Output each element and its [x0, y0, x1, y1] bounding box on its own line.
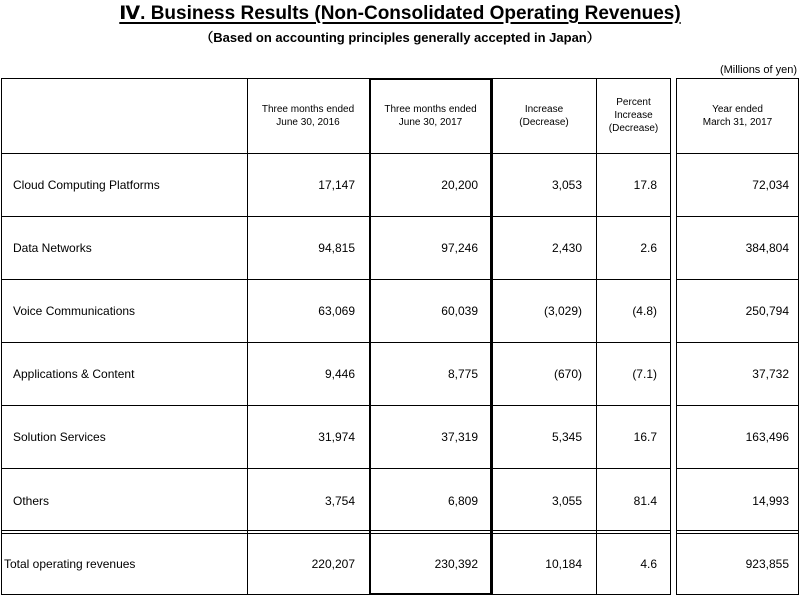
q2017-cell: 37,319 — [441, 429, 478, 444]
pct-cell: 16.7 — [633, 429, 657, 444]
q2016-cell: 9,446 — [324, 366, 355, 381]
label-cell: Others — [13, 493, 50, 508]
header-cell — [676, 78, 799, 153]
pct-cell: (7.1) — [632, 366, 657, 381]
label-cell: Data Networks — [13, 240, 92, 255]
q2016-cell: 3,754 — [324, 493, 355, 508]
pct-cell: 81.4 — [633, 493, 657, 508]
q2017-cell: 97,246 — [441, 240, 478, 255]
label-cell: Applications & Content — [13, 366, 135, 381]
change-cell: 3,053 — [551, 177, 582, 192]
q2016-cell: 63,069 — [318, 303, 355, 318]
fy2017-cell: 72,034 — [752, 177, 789, 192]
header-line: Year ended — [712, 103, 763, 115]
fy2017-cell: 384,804 — [745, 240, 789, 255]
q2017-cell: 20,200 — [441, 177, 478, 192]
header-cell — [247, 78, 369, 153]
header-line: Increase — [524, 103, 564, 115]
total-pct-cell: 4.6 — [640, 557, 657, 571]
q2017-cell: 60,039 — [441, 303, 478, 318]
header-line: Increase — [614, 110, 653, 121]
q2016-cell: 17,147 — [318, 177, 355, 192]
header-line: Three months ended — [384, 103, 477, 115]
fy2017-cell: 250,794 — [745, 303, 789, 318]
page-subtitle: （Based on accounting principles generally accepted in Japan） — [200, 30, 600, 45]
q2017-cell: 8,775 — [447, 366, 478, 381]
pct-cell: 2.6 — [640, 240, 657, 255]
label-cell: Voice Communications — [13, 303, 136, 318]
header-cell — [492, 78, 596, 153]
units-note: (Millions of yen) — [719, 64, 797, 76]
pct-cell: 17.8 — [633, 177, 657, 192]
q2016-cell: 31,974 — [318, 429, 355, 444]
header-cell — [596, 78, 671, 153]
total-q2016-cell: 220,207 — [311, 557, 355, 571]
page-title — [0, 2, 800, 25]
page-title-text: Ⅳ. Business Results (Non-Consolidated Operating Revenues) — [119, 3, 681, 24]
fy2017-cell: 37,732 — [752, 366, 789, 381]
change-cell: 2,430 — [551, 240, 582, 255]
pct-cell: (4.8) — [632, 303, 657, 318]
header-line: March 31, 2017 — [702, 116, 773, 128]
change-cell: (3,029) — [543, 303, 582, 318]
q2017-cell: 6,809 — [447, 493, 478, 508]
header-line: June 30, 2017 — [398, 116, 463, 128]
fy2017-cell: 163,496 — [745, 429, 789, 444]
total-change-cell: 10,184 — [545, 557, 582, 571]
q2016-cell: 94,815 — [318, 240, 355, 255]
total-fy2017-cell: 923,855 — [745, 557, 789, 571]
change-cell: 5,345 — [551, 429, 582, 444]
change-cell: (670) — [553, 366, 582, 381]
fy2017-cell: 14,993 — [752, 493, 789, 508]
header-line: Percent — [616, 97, 651, 108]
label-cell: Cloud Computing Platforms — [13, 177, 160, 192]
label-cell: Solution Services — [13, 429, 106, 444]
header-line: (Decrease) — [519, 116, 569, 128]
header-line: June 30, 2016 — [276, 116, 340, 128]
header-line: (Decrease) — [608, 123, 659, 134]
header-line: Three months ended — [261, 103, 355, 115]
change-cell: 3,055 — [551, 493, 582, 508]
total-label-cell: Total operating revenues — [4, 557, 136, 571]
header-cell — [369, 78, 492, 153]
total-q2017-cell: 230,392 — [434, 557, 478, 571]
